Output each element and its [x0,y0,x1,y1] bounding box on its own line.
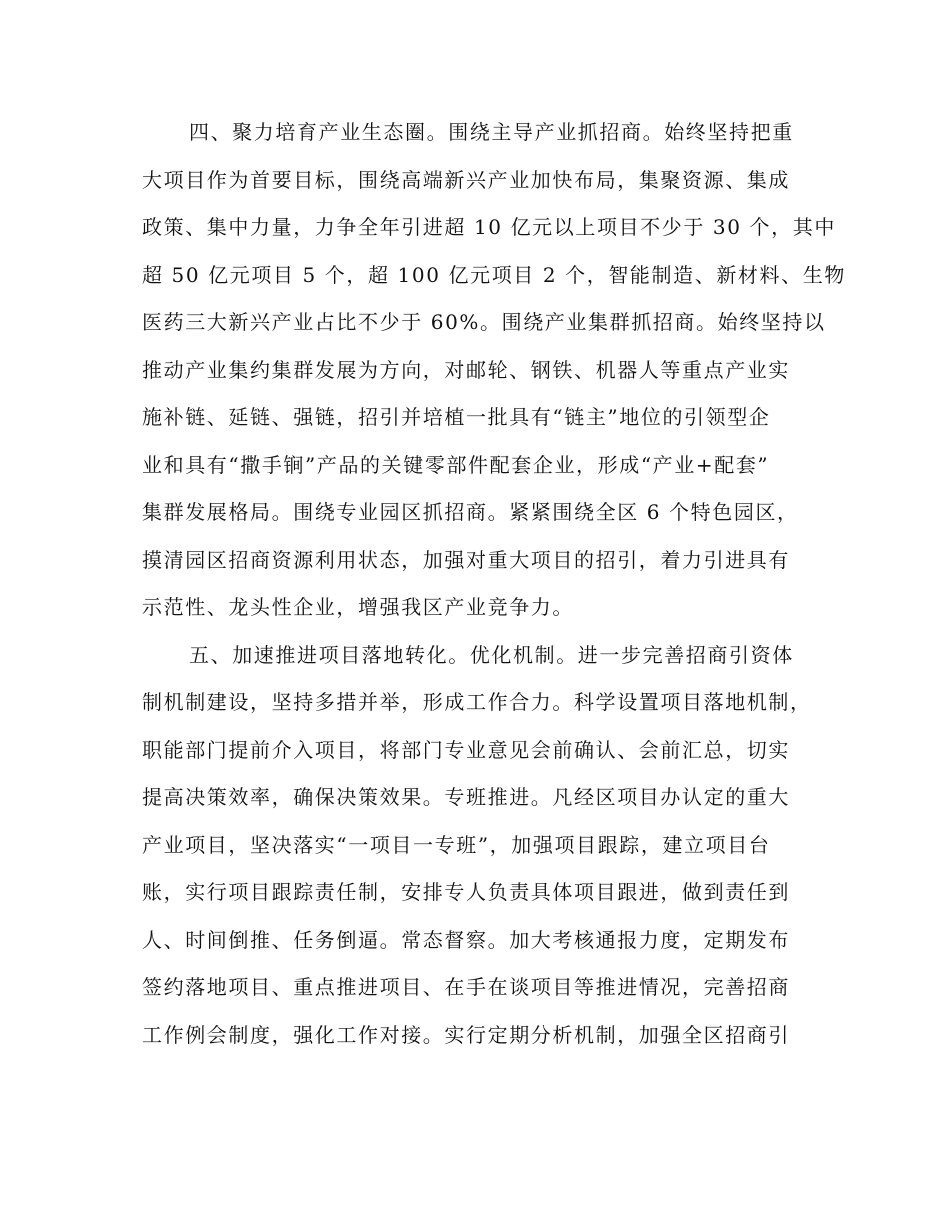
paragraph-four-line-2: 大项目作为首要目标，围绕高端新兴产业加快布局，集聚资源、集成 [142,168,790,192]
paragraph-four-line-9: 集群发展格局。围绕专业园区抓招商。紧紧围绕全区 6 个特色园区， [142,500,799,524]
paragraph-five-line-5: 产业项目，坚决落实“一项目一专班”，加强项目跟踪，建立项目台 [142,833,771,857]
paragraph-five-line-7: 人、时间倒推、任务倒逼。常态督察。加大考核通报力度，定期发布 [142,928,790,952]
paragraph-four-line-3: 政策、集中力量，力争全年引进超 10 亿元以上项目不少于 30 个，其中 [142,215,836,239]
paragraph-five-line-3: 职能部门提前介入项目，将部门专业意见会前确认、会前汇总，切实 [142,738,790,762]
paragraph-four-line-4: 超 50 亿元项目 5 个，超 100 亿元项目 2 个，智能制造、新材料、生物 [142,263,846,287]
paragraph-five-line-4: 提高决策效率，确保决策效果。专班推进。凡经区项目办认定的重大 [142,785,790,809]
paragraph-four-line-1: 四、聚力培育产业生态圈。围绕主导产业抓招商。始终坚持把重 [189,120,794,144]
paragraph-five-line-8: 签约落地项目、重点推进项目、在手在谈项目等推进情况，完善招商 [142,975,790,999]
paragraph-four-line-6: 推动产业集约集群发展为方向，对邮轮、钢铁、机器人等重点产业实 [142,358,790,382]
paragraph-four-line-8: 业和具有“撒手锏”产品的关键零部件配套企业，形成“产业+配套” [142,453,770,477]
paragraph-four-line-10: 摸清园区招商资源利用状态，加强对重大项目的招引，着力引进具有 [142,548,790,572]
paragraph-five-line-6: 账，实行项目跟踪责任制，安排专人负责具体项目跟进，做到责任到 [142,880,790,904]
paragraph-four-line-5: 医药三大新兴产业占比不少于 60%。围绕产业集群抓招商。始终坚持以 [142,310,826,334]
paragraph-five-line-1: 五、加速推进项目落地转化。优化机制。进一步完善招商引资体 [189,643,794,667]
paragraph-five-line-9: 工作例会制度，强化工作对接。实行定期分析机制，加强全区招商引 [142,1023,790,1047]
paragraph-five-line-2: 制机制建设，坚持多措并举，形成工作合力。科学设置项目落地机制， [142,690,812,714]
paragraph-four-line-7: 施补链、延链、强链，招引并培植一批具有“链主”地位的引领型企 [142,405,771,429]
paragraph-four-line-11: 示范性、龙头性企业，增强我区产业竞争力。 [142,595,574,619]
